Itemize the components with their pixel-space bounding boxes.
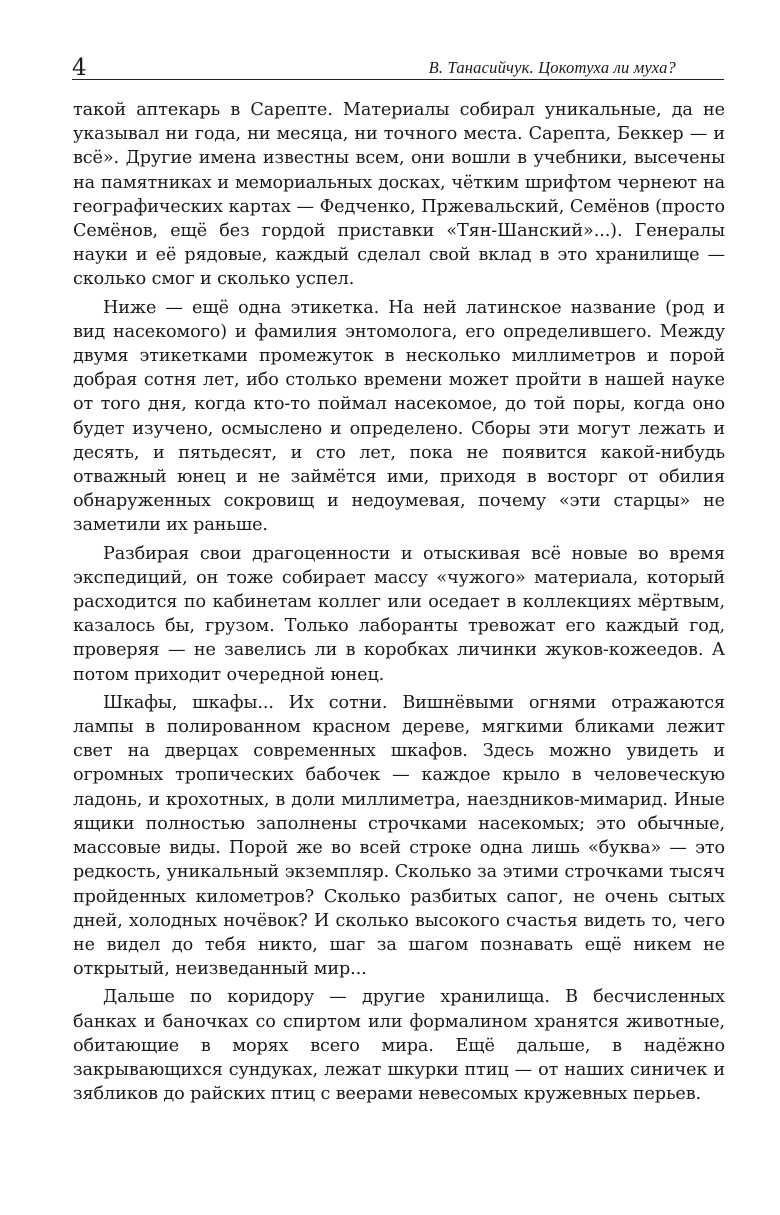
paragraph: Дальше по коридору — другие хранилища. В бесчисленных банках и баночках со спиртом или формалином хранятся животные, обитающие в морях всего мира. Ещё дальше, в надёжно закрывающихся сундуках, лежат шкурки птиц — от наших синичек и зябликов до райских птиц с веерами невесомых кружевных перьев. [73, 987, 725, 1105]
paragraph: Шкафы, шкафы... Их сотни. Вишнёвыми огнями отражаются лампы в полированном красном дереве, мягкими бликами лежит свет на дверцах современных шкафов. Здесь можно увидеть и огромных тропических бабочек — каждое крыло в человеческую ладонь, и крохотных, в доли миллиметра, наездников-мимарид. Иные ящики полностью заполнены строчками насекомых; это обычные, массовые виды. Порой же во всей строке одна лишь «буква» — это редкость, уникальный экземпляр. Сколько за этими строчками тысяч пройденных километров? Сколько разбитых сапог, не очень сытых дней, холодных ночёвок? И сколько высокого счастья видеть то, чего не видел до тебя никто, шаг за шагом познавать ещё никем не открытый, неизведанный мир... [73, 692, 725, 980]
paragraph: Разбирая свои драгоценности и отыскивая всё новые во время экспедиций, он тоже собирает массу «чужого» материала, который расходится по кабинетам коллег или оседает в коллекциях мёртвым, казалось бы, грузом. Только лаборанты тревожат его каждый год, проверяя — не завелись ли в коробках личинки жуков-кожеедов. А потом приходит очередной юнец. [73, 543, 725, 685]
body-text [73, 98, 725, 1110]
running-head: В. Танасийчук. Цокотуха ли муха? [428, 58, 676, 77]
page-number: 4 [72, 55, 87, 81]
paragraph: Ниже — ещё одна этикетка. На ней латинское название (род и вид насекомого) и фамилия энтомолога, его определившего. Между двумя этикетками промежуток в несколько миллиметров и порой добрая сотня лет, ибо столько времени может пройти в нашей науке от того дня, когда кто-то поймал насекомое, до той поры, когда оно будет изучено, осмыслено и определено. Сборы эти могут лежать и десять, и пятьдесят, и сто лет, пока не появится какой-нибудь отважный юнец и не займётся ими, приходя в восторг от обилия обнаруженных сокровищ и недоумевая, почему «эти старцы» не заметили их раньше. [73, 297, 725, 536]
page-header [72, 50, 724, 82]
header-rule [72, 79, 724, 80]
paragraph: такой аптекарь в Сарепте. Материалы собирал уникальные, да не указывал ни года, ни месяца, ни точного места. Сарепта, Беккер — и всё». Другие имена известны всем, они вошли в учебники, высечены на памятниках и мемориальных досках, чётким шрифтом чернеют на географических картах — Федченко, Пржевальский, Семёнов (просто Семёнов, ещё без гордой приставки «Тян-Шанский»...). Генералы науки и её рядовые, каждый сделал свой вклад в это хранилище — сколько смог и сколько успел. [73, 100, 725, 290]
